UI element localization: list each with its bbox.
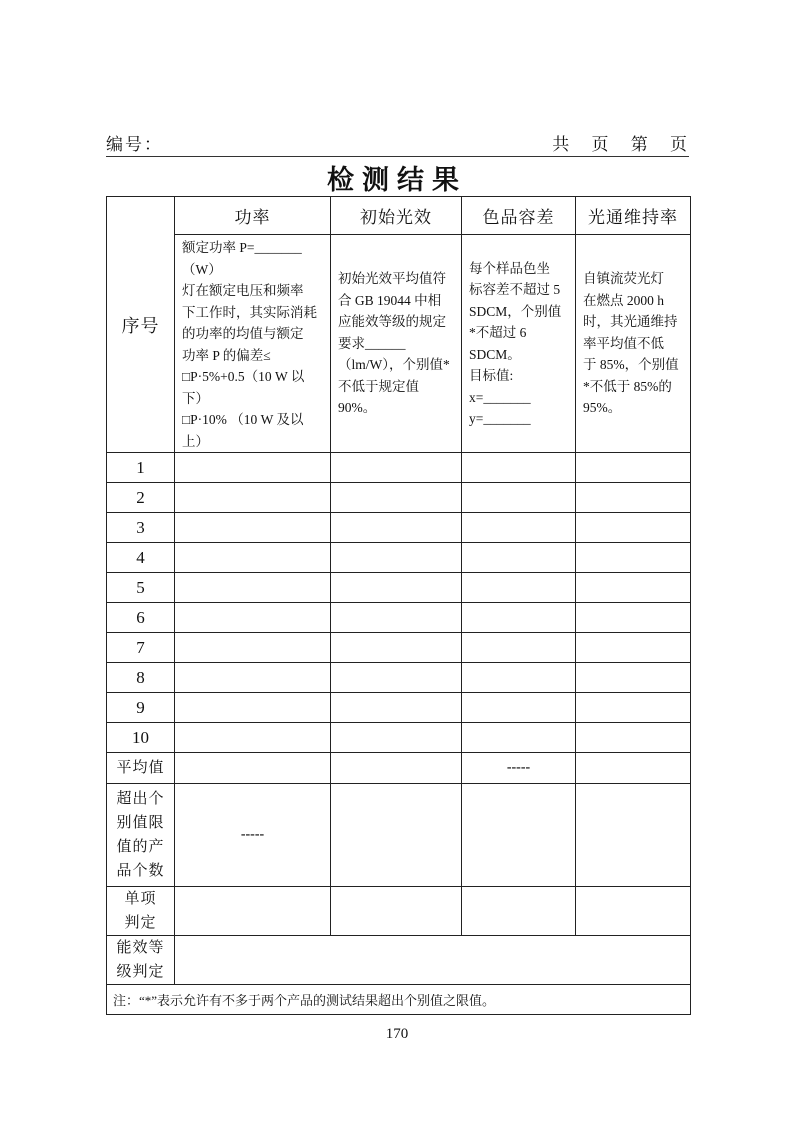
requirement-lumen-maintenance <box>576 235 691 453</box>
requirement-line: 初始光效平均值符 <box>338 271 446 287</box>
sample-number: 1 <box>107 453 175 483</box>
requirement-line: 每个样品色坐 <box>469 260 550 276</box>
average-row <box>107 753 691 784</box>
data-cell <box>175 887 331 936</box>
data-cell <box>331 663 462 693</box>
data-cell <box>462 603 576 633</box>
requirement-line: *不低于 85%的 <box>583 378 672 394</box>
data-cell <box>331 513 462 543</box>
requirement-line: （W） <box>182 261 222 277</box>
data-cell <box>576 573 691 603</box>
label-line: 品个数 <box>116 863 165 879</box>
sample-number: 10 <box>107 723 175 753</box>
single-judgement-label <box>107 887 175 936</box>
requirement-line: 功率 P 的偏差≤ <box>182 347 271 363</box>
data-cell <box>175 753 331 784</box>
exceed-count-label <box>107 784 175 887</box>
data-cell <box>331 573 462 603</box>
sample-number: 6 <box>107 603 175 633</box>
data-cell <box>462 784 576 887</box>
column-header-row <box>107 197 691 235</box>
data-cell <box>175 573 331 603</box>
requirement-color-tolerance <box>462 235 576 453</box>
doc-number-label: 编号： <box>106 135 163 154</box>
data-cell <box>462 723 576 753</box>
requirement-line: *不超过 6 <box>469 325 527 340</box>
data-cell <box>462 483 576 513</box>
data-cell <box>175 603 331 633</box>
data-cell <box>331 483 462 513</box>
data-cell <box>175 453 331 483</box>
label-line: 级判定 <box>116 964 165 980</box>
sample-number: 4 <box>107 543 175 573</box>
data-cell <box>331 753 462 784</box>
sample-row <box>107 723 691 753</box>
data-cell <box>175 483 331 513</box>
requirement-line: 应能效等级的规定 <box>338 314 446 330</box>
data-cell <box>576 513 691 543</box>
page-title: 检测结果 <box>327 165 467 195</box>
data-cell <box>576 483 691 513</box>
label-line: 超出个 <box>116 791 165 807</box>
data-cell <box>576 543 691 573</box>
data-cell <box>576 723 691 753</box>
data-cell <box>462 887 576 936</box>
data-cell <box>331 693 462 723</box>
requirement-line: 额定功率 P=_______ <box>182 240 302 255</box>
data-cell <box>331 723 462 753</box>
data-cell <box>576 784 691 887</box>
data-cell <box>175 663 331 693</box>
requirement-power <box>175 235 331 453</box>
requirement-line: 标容差不超过 5 <box>469 282 561 297</box>
sample-number: 3 <box>107 513 175 543</box>
sample-number: 5 <box>107 573 175 603</box>
requirement-line: 灯在额定电压和频率 <box>182 283 304 298</box>
data-cell <box>331 887 462 936</box>
label-line: 单项 <box>124 891 157 907</box>
data-cell <box>175 723 331 753</box>
row-header-cell: 序号 <box>107 197 175 453</box>
efficiency-grade-row <box>107 936 691 985</box>
requirement-line: 目标值: <box>469 368 514 383</box>
footnote: 注：“*”表示允许有不多于两个产品的测试结果超出个别值之限值。 <box>107 985 691 1015</box>
data-cell <box>462 693 576 723</box>
requirements-row <box>107 235 691 453</box>
data-cell <box>576 633 691 663</box>
data-cell <box>175 693 331 723</box>
requirement-line: （lm/W），个别值* <box>338 357 450 373</box>
not-applicable-mark: ----- <box>462 753 576 784</box>
single-judgement-row <box>107 887 691 936</box>
efficiency-grade-cell <box>175 936 691 985</box>
data-cell <box>576 663 691 693</box>
data-cell <box>576 603 691 633</box>
sample-number: 7 <box>107 633 175 663</box>
data-cell <box>331 603 462 633</box>
requirement-line: 自镇流荧光灯 <box>583 271 664 287</box>
requirement-line: 不低于规定值 <box>338 378 419 394</box>
label-line: 能效等 <box>116 940 165 956</box>
column-header-color-tolerance: 色品容差 <box>462 197 576 235</box>
data-cell <box>331 633 462 663</box>
sample-row <box>107 453 691 483</box>
efficiency-grade-label <box>107 936 175 985</box>
requirement-line: 95%。 <box>583 400 622 416</box>
column-header-power: 功率 <box>175 197 331 235</box>
data-cell <box>576 753 691 784</box>
data-cell <box>175 513 331 543</box>
requirement-line: 上） <box>182 433 209 449</box>
label-line: 值的产 <box>116 839 165 855</box>
data-cell <box>576 887 691 936</box>
label-line: 判定 <box>124 915 157 931</box>
sample-row <box>107 693 691 723</box>
requirement-line: 合 GB 19044 中相 <box>338 292 442 308</box>
requirement-line: □P·10% （10 W 及以 <box>182 412 304 427</box>
data-cell <box>331 453 462 483</box>
data-cell <box>462 663 576 693</box>
data-cell <box>462 633 576 663</box>
average-label: 平均值 <box>107 753 175 784</box>
data-cell <box>331 784 462 887</box>
sample-row <box>107 633 691 663</box>
requirement-line: SDCM。 <box>469 346 521 362</box>
requirement-line: 下） <box>182 390 209 406</box>
label-line: 别值限 <box>116 815 165 831</box>
sample-row <box>107 573 691 603</box>
requirement-line: x=_______ <box>469 389 531 405</box>
column-header-initial-efficacy: 初始光效 <box>331 197 462 235</box>
sample-row <box>107 483 691 513</box>
note-row <box>107 985 691 1015</box>
sample-row <box>107 603 691 633</box>
data-cell <box>462 573 576 603</box>
sample-row <box>107 513 691 543</box>
column-header-lumen-maintenance: 光通维持率 <box>576 197 691 235</box>
data-cell <box>331 543 462 573</box>
requirement-line: 于 85%，个别值 <box>583 357 679 373</box>
sample-number: 9 <box>107 693 175 723</box>
exceed-count-row <box>107 784 691 887</box>
page-count-label: 共 页 第 页 <box>552 135 689 154</box>
data-cell <box>462 453 576 483</box>
requirement-initial-efficacy <box>331 235 462 453</box>
sample-number: 8 <box>107 663 175 693</box>
requirement-line: □P·5%+0.5（10 W 以 <box>182 369 305 384</box>
data-cell <box>462 543 576 573</box>
data-cell <box>576 453 691 483</box>
requirement-line: 要求______ <box>338 335 406 351</box>
requirement-line: y=_______ <box>469 411 531 426</box>
data-cell <box>576 693 691 723</box>
page-number: 170 <box>385 1026 409 1042</box>
page-header <box>106 130 689 157</box>
requirement-line: 率平均值不低 <box>583 335 664 351</box>
data-cell <box>175 633 331 663</box>
data-cell <box>175 543 331 573</box>
results-table <box>106 196 691 1015</box>
requirement-line: 的功率的均值与额定 <box>182 326 304 341</box>
requirement-line: SDCM，个别值 <box>469 303 562 319</box>
not-applicable-mark: ----- <box>175 784 331 887</box>
sample-row <box>107 543 691 573</box>
data-cell <box>462 513 576 543</box>
requirement-line: 在燃点 2000 h <box>583 292 664 308</box>
requirement-line: 下工作时，其实际消耗 <box>182 304 317 320</box>
requirement-line: 90%。 <box>338 400 377 416</box>
sample-number: 2 <box>107 483 175 513</box>
requirement-line: 时，其光通维持 <box>583 314 678 330</box>
sample-row <box>107 663 691 693</box>
